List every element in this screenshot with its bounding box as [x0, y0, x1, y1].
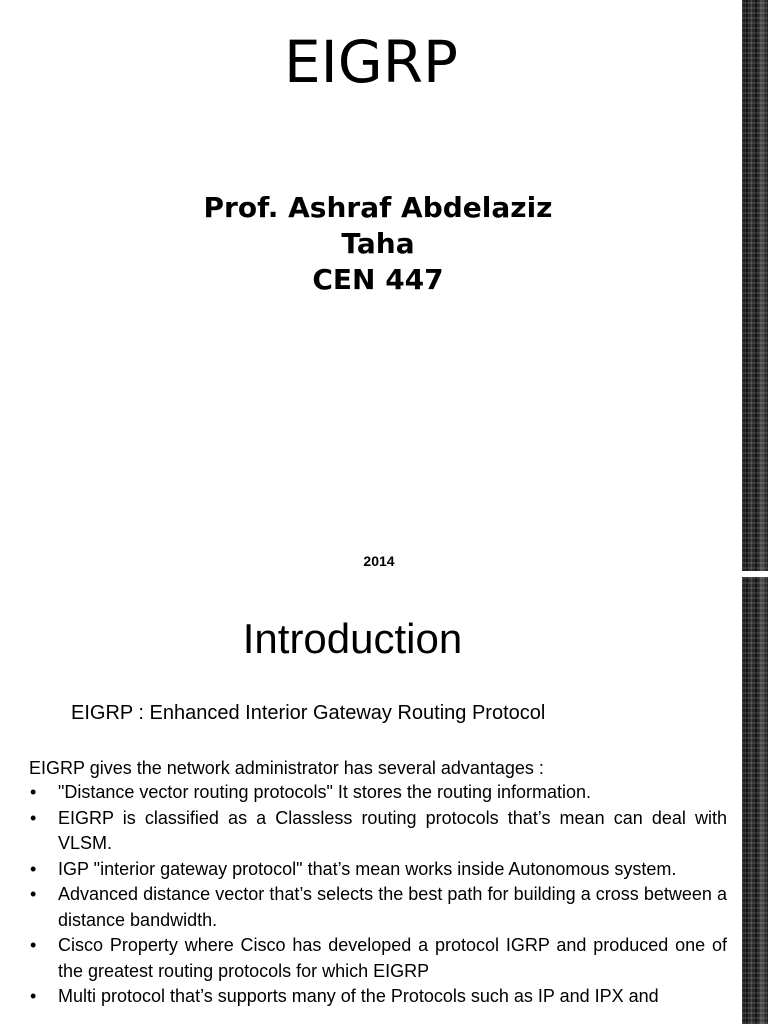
slide-title: Introduction: [242, 615, 463, 662]
list-item-text: IGP "interior gateway protocol" that’s mean works inside Autonomous system.: [58, 858, 677, 879]
course-code: CEN 447: [312, 263, 444, 296]
list-item: [0, 806, 727, 857]
author-block: [150, 190, 606, 298]
author-name-line: Prof. Ashraf Abdelaziz: [203, 191, 553, 224]
list-item: [0, 933, 727, 984]
bullet-icon: •: [30, 884, 37, 904]
bullet-icon: •: [30, 807, 37, 828]
bullet-icon: •: [30, 935, 37, 955]
year-label: 2014: [363, 553, 395, 569]
list-item-text: Multi protocol that’s supports many of the Protocols such as IP and IPX and: [58, 986, 659, 1006]
slide-gap: [740, 571, 768, 577]
list-item: [0, 857, 727, 883]
author-name-line: Taha: [341, 227, 415, 260]
definition-text: EIGRP : Enhanced Interior Gateway Routing Protocol: [71, 702, 546, 724]
list-item: [0, 882, 727, 933]
list-item: [0, 780, 727, 806]
decorative-edge-strip: [742, 0, 768, 1024]
bullet-icon: •: [30, 858, 37, 879]
list-item-text: Advanced distance vector that’s selects the best path for building a cross between a distance bandwidth.: [58, 884, 727, 930]
list-item: [0, 984, 727, 1010]
introduction-slide: [0, 576, 742, 1024]
list-item-text: EIGRP is classified as a Classless routing protocols that’s mean can deal with VLSM.: [58, 807, 727, 853]
bullet-icon: •: [30, 986, 37, 1006]
intro-text: EIGRP gives the network administrator has several advantages :: [29, 758, 544, 778]
advantages-list: [0, 780, 742, 1010]
list-item-text: Cisco Property where Cisco has developed a protocol IGRP and produced one of the greatest routing protocols for which EIGRP: [58, 935, 727, 981]
slide-title: EIGRP: [284, 28, 458, 96]
list-item-text: "Distance vector routing protocols" It stores the routing information.: [58, 782, 592, 802]
bullet-icon: •: [30, 782, 37, 802]
